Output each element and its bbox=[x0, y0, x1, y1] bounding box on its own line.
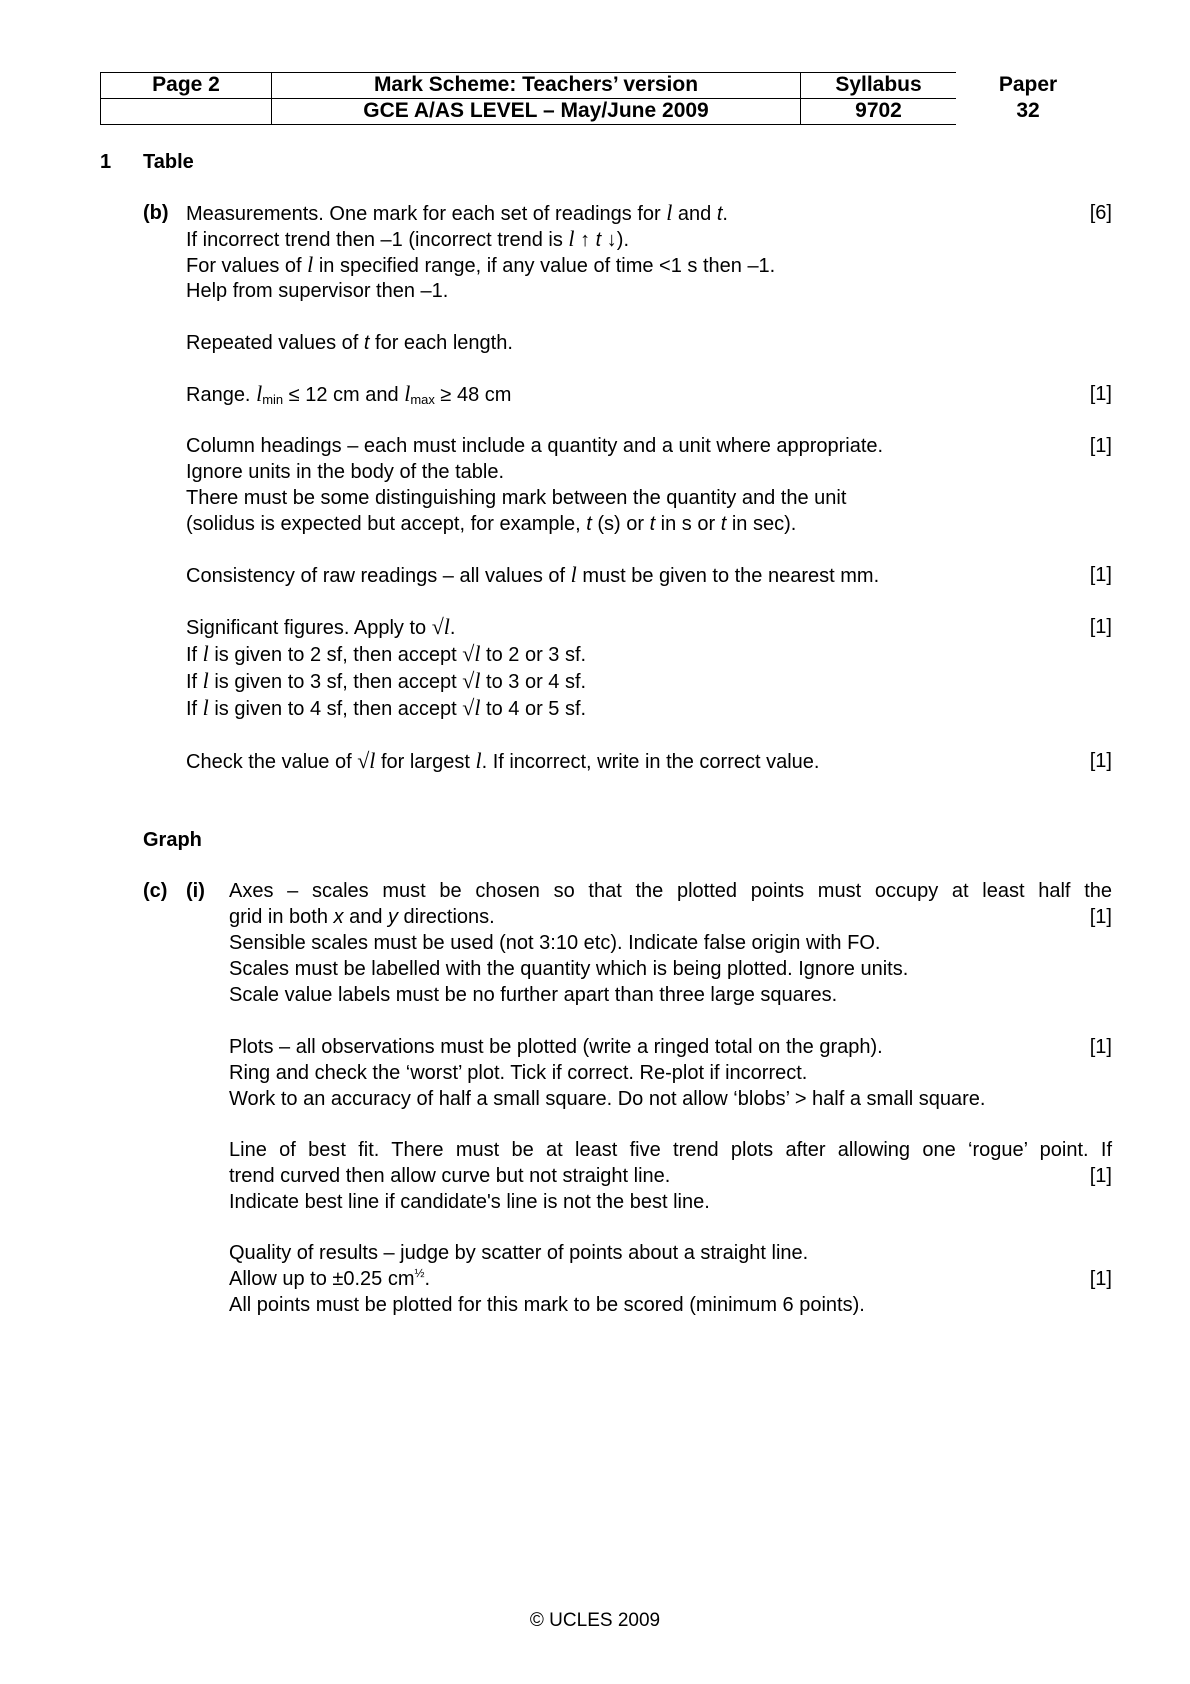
sensible-scales-line: Sensible scales must be used (not 3:10 etc). Indicate false origin with FO. bbox=[229, 932, 881, 954]
footer-copyright: © UCLES 2009 bbox=[529, 1610, 661, 1631]
accuracy-line: Work to an accuracy of half a small square. Do not allow ‘blobs’ > half a small square. bbox=[229, 1088, 986, 1110]
column-headings-line: Column headings – each must include a quantity and a unit where appropriate. bbox=[186, 435, 884, 457]
repeated-line: Repeated values of t for each length. bbox=[186, 332, 513, 354]
mark-quality: [1] bbox=[1089, 1268, 1112, 1290]
sig-figs-3sf-line: If l is given to 3 sf, then accept √l to 3 or 4 sf. bbox=[186, 668, 587, 693]
mark-consistency: [1] bbox=[1089, 564, 1112, 586]
header-page: Page 2 bbox=[152, 73, 220, 96]
header-paper-label: Paper bbox=[998, 73, 1058, 96]
header-title: Mark Scheme: Teachers’ version bbox=[373, 73, 699, 96]
consistency-line: Consistency of raw readings – all values of l must be given to the nearest mm. bbox=[186, 562, 880, 587]
mark-measurements: [6] bbox=[1089, 202, 1112, 224]
mark-range: [1] bbox=[1089, 383, 1112, 405]
mark-best-fit: [1] bbox=[1089, 1165, 1112, 1187]
scales-labelled-line: Scales must be labelled with the quantity which is being plotted. Ignore units. bbox=[229, 958, 909, 980]
header-paper-number: 32 bbox=[1016, 99, 1040, 122]
sig-figs-2sf-line: If l is given to 2 sf, then accept √l to 2 or 3 sf. bbox=[186, 641, 587, 666]
section-heading-graph: Graph bbox=[143, 829, 202, 851]
section-heading-table: Table bbox=[143, 151, 194, 173]
mark-sig-figs: [1] bbox=[1089, 616, 1112, 638]
mark-check-value: [1] bbox=[1089, 750, 1112, 772]
trend-line: If incorrect trend then –1 (incorrect trend is l ↑ t ↓). bbox=[186, 226, 629, 251]
range-time-line: For values of l in specified range, if any value of time <1 s then –1. bbox=[186, 252, 776, 277]
axes-line: Axes – scales must be chosen so that the plotted points must occupy at least half the bbox=[229, 880, 1112, 902]
quality-line: Quality of results – judge by scatter of points about a straight line. bbox=[229, 1242, 809, 1264]
part-label-c: (c) bbox=[143, 880, 168, 902]
trend-curved-line: trend curved then allow curve but not straight line. bbox=[229, 1165, 671, 1187]
mark-axes: [1] bbox=[1089, 906, 1112, 928]
plots-line: Plots – all observations must be plotted (write a ringed total on the graph). bbox=[229, 1036, 883, 1058]
solidus-line: (solidus is expected but accept, for example, t (s) or t in s or t in sec). bbox=[186, 513, 797, 535]
mark-column-headings: [1] bbox=[1089, 435, 1112, 457]
header-syllabus-label: Syllabus bbox=[835, 73, 922, 96]
range-line: Range. $l_{min} \le 12$ cm and $l_{max} \ge 48$ cm bbox=[186, 381, 512, 407]
all-points-line: All points must be plotted for this mark to be scored (minimum 6 points). bbox=[229, 1294, 865, 1316]
sig-figs-4sf-line: If l is given to 4 sf, then accept √l to 4 or 5 sf. bbox=[186, 695, 587, 720]
check-value-line: Check the value of √l for largest l. If incorrect, write in the correct value. bbox=[186, 748, 820, 773]
measurements-line: Measurements. One mark for each set of readings for l and t. bbox=[186, 200, 728, 225]
supervisor-line: Help from supervisor then –1. bbox=[186, 280, 449, 302]
part-label-ci: (i) bbox=[186, 880, 205, 902]
ignore-units-line: Ignore units in the body of the table. bbox=[186, 461, 504, 483]
sig-figs-line: Significant figures. Apply to √l. bbox=[186, 614, 456, 639]
question-number: 1 bbox=[100, 151, 112, 173]
header-syllabus-code: 9702 bbox=[855, 99, 902, 122]
scale-labels-line: Scale value labels must be no further apart than three large squares. bbox=[229, 984, 838, 1006]
table-rule bbox=[100, 124, 956, 125]
header-exam: GCE A/AS LEVEL – May/June 2009 bbox=[363, 99, 709, 122]
mark-plots: [1] bbox=[1089, 1036, 1112, 1058]
allow-line: Allow up to ±0.25 $cm^{\frac{1}{2}}$. bbox=[229, 1266, 431, 1290]
worst-plot-line: Ring and check the ‘worst’ plot. Tick if correct. Re-plot if incorrect. bbox=[229, 1062, 808, 1084]
distinguishing-mark-line: There must be some distinguishing mark between the quantity and the unit bbox=[186, 487, 847, 509]
best-fit-line: Line of best fit. There must be at least five trend plots after allowing one ‘rogue’ point. If bbox=[229, 1139, 1112, 1161]
indicate-best-line: Indicate best line if candidate's line is not the best line. bbox=[229, 1191, 710, 1213]
axes-directions-line: grid in both x and y directions. bbox=[229, 906, 495, 928]
part-label-b: (b) bbox=[143, 202, 169, 224]
